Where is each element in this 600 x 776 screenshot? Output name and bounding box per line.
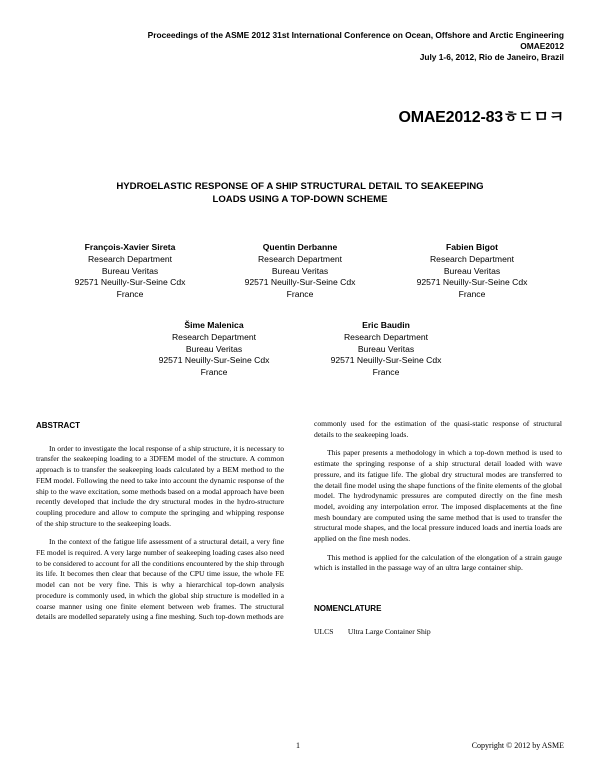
author-name: François-Xavier Sireta bbox=[84, 242, 176, 252]
author-organization: Bureau Veritas bbox=[271, 265, 329, 276]
abstract-paragraph: This paper presents a methodology in which a top-down method is used to estimate the springing response of a ship structural detail loaded with wave pressure, and its fatigue life. The global dry structural modes are transferred to the detail fine model using the shape functions of the finite elements of the global model. The hydrodynamic pressures are computed directly on the fine mesh model, avoiding any interpolation error. The imposed displacements at the fine mesh boundary are computed using the same method that is used to transfer the structural mode shapes, and the local pressure induced loads and inertia loads are applied on the fine mesh nodes. bbox=[314, 448, 562, 544]
author-country: France bbox=[200, 367, 228, 378]
author-country: France bbox=[286, 289, 314, 300]
author-department: Research Department bbox=[429, 253, 515, 264]
nomenclature-abbreviation: ULCS bbox=[314, 626, 334, 636]
page-number: 1 bbox=[296, 741, 300, 750]
conference-code: OMAE2012 bbox=[520, 41, 564, 51]
author-address: 92571 Neuilly-Sur-Seine Cdx bbox=[244, 277, 356, 288]
author-organization: Bureau Veritas bbox=[101, 265, 159, 276]
nomenclature-heading: NOMENCLATURE bbox=[314, 604, 382, 614]
abstract-paragraph-continued: commonly used for the estimation of the quasi-static response of structural details to the seakeeping loads. bbox=[314, 419, 562, 439]
paper-id: OMAE2012-83ㅎㄷㅁㅋ bbox=[398, 109, 564, 126]
abstract-paragraph: In order to investigate the local response of a ship structure, it is necessary to transfer the seakeeping loading to a 3DFEM model of the structure. A common approach is to transfer the seakeeping loads calculated by a BEM method to the FEM model. Following the need to take into account the dynamic response of the ship to the wave excitation, some methods based on a modal approach have been recently developed that include the dry structural modes in the hydro-structure coupling procedure and allow to compute the springing and whipping response of the ship structure to the seakeeping loads. bbox=[36, 443, 284, 528]
author-block bbox=[382, 242, 562, 301]
paper-title bbox=[40, 181, 560, 206]
title-line-2: LOADS USING A TOP-DOWN SCHEME bbox=[212, 193, 388, 205]
copyright-notice: Copyright © 2012 by ASME bbox=[471, 741, 564, 750]
author-name: Šime Malenica bbox=[184, 320, 244, 330]
conference-name: Proceedings of the ASME 2012 31st International Conference on Ocean, Offshore and Arctic Engineering bbox=[147, 30, 564, 40]
author-department: Research Department bbox=[257, 253, 343, 264]
conference-date-location: July 1-6, 2012, Rio de Janeiro, Brazil bbox=[419, 52, 564, 62]
abstract-heading: ABSTRACT bbox=[36, 421, 80, 430]
nomenclature-entry bbox=[314, 627, 562, 638]
author-name: Quentin Derbanne bbox=[262, 242, 338, 252]
author-block bbox=[124, 320, 304, 379]
title-line-1: HYDROELASTIC RESPONSE OF A SHIP STRUCTURAL DETAIL TO SEAKEEPING bbox=[116, 181, 484, 192]
author-name: Eric Baudin bbox=[362, 320, 410, 330]
author-block bbox=[210, 242, 390, 301]
author-department: Research Department bbox=[87, 253, 173, 264]
right-column bbox=[314, 419, 562, 638]
abstract-paragraph: In the context of the fatigue life assessment of a structural detail, a very fine FE model is required. A very large number of seakeeping loading cases also need to be considered to account for all the conditions encountered by the ship through its life. It becomes then clear that because of the CPU time issue, the whole FE model can not be very fine. This is why a hierarchical top-down analysis procedure is commonly used, in which the global ship structure is modelled in a coarse manner using one finite element between web frames. The structural details are modelled separately using a fine meshing. Such top-down methods are bbox=[36, 537, 284, 622]
author-organization: Bureau Veritas bbox=[443, 265, 501, 276]
abstract-paragraph: This method is applied for the calculation of the elongation of a strain gauge which is installed in the passage way of an ultra large container ship. bbox=[314, 552, 562, 573]
author-organization: Bureau Veritas bbox=[185, 343, 243, 354]
author-country: France bbox=[116, 289, 144, 300]
author-address: 92571 Neuilly-Sur-Seine Cdx bbox=[158, 355, 270, 366]
author-country: France bbox=[458, 289, 486, 300]
author-country: France bbox=[372, 367, 400, 378]
author-organization: Bureau Veritas bbox=[357, 343, 415, 354]
author-block bbox=[40, 242, 220, 301]
author-department: Research Department bbox=[343, 331, 429, 342]
author-department: Research Department bbox=[171, 331, 257, 342]
proceedings-header bbox=[148, 30, 564, 63]
author-address: 92571 Neuilly-Sur-Seine Cdx bbox=[74, 277, 186, 288]
author-address: 92571 Neuilly-Sur-Seine Cdx bbox=[416, 277, 528, 288]
nomenclature-definition: Ultra Large Container Ship bbox=[347, 626, 431, 636]
left-column bbox=[36, 421, 284, 631]
author-address: 92571 Neuilly-Sur-Seine Cdx bbox=[330, 355, 442, 366]
author-block bbox=[296, 320, 476, 379]
author-name: Fabien Bigot bbox=[445, 242, 499, 252]
